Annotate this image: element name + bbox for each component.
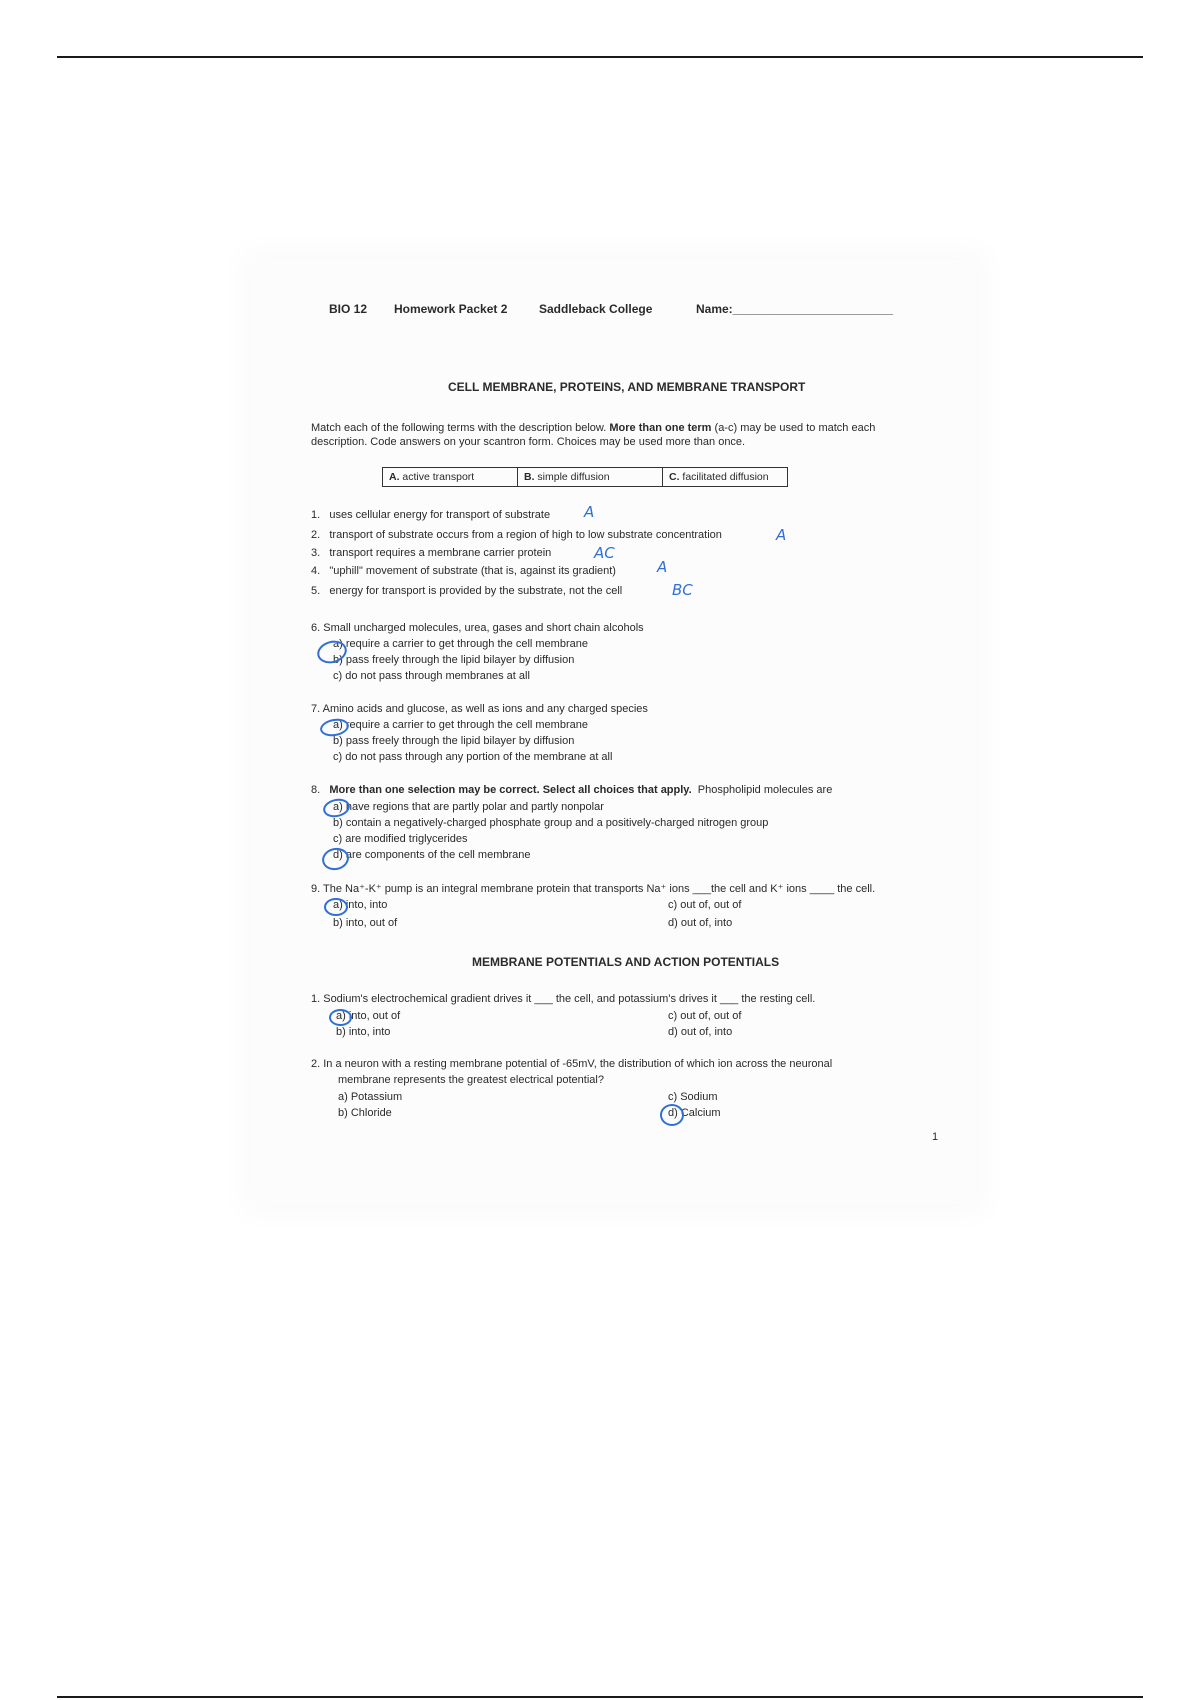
handwritten-answer: A bbox=[584, 503, 595, 521]
q7-option-c: c) do not pass through any portion of the membrane at all bbox=[333, 751, 613, 763]
course-label: BIO 12 bbox=[329, 302, 368, 316]
s2-q2-option-b: b) Chloride bbox=[338, 1107, 392, 1119]
matching-item bbox=[311, 584, 622, 598]
q9-option-d: d) out of, into bbox=[668, 917, 733, 929]
instructions-text-bold: More than one term bbox=[609, 422, 712, 434]
term-a-text: active transport bbox=[402, 471, 475, 483]
q8-stem bbox=[311, 783, 832, 797]
s2-q1-option-d: d) out of, into bbox=[668, 1026, 733, 1038]
term-c-text: facilitated diffusion bbox=[682, 471, 769, 483]
matching-text: "uphill" movement of substrate (that is, against its gradient) bbox=[329, 565, 616, 577]
q6-option-c: c) do not pass through membranes at all bbox=[333, 670, 530, 682]
term-c-cell bbox=[663, 468, 775, 486]
s2-q2-option-d: d) Calcium bbox=[668, 1107, 721, 1119]
s2-q2-stem-line-2: membrane represents the greatest electrical potential? bbox=[338, 1074, 604, 1086]
top-border-line bbox=[57, 56, 1143, 58]
q6-stem: 6. Small uncharged molecules, urea, gases and short chain alcohols bbox=[311, 622, 644, 634]
matching-number: 4. bbox=[311, 565, 321, 577]
instructions-text-c: (a-c) may be used to match each bbox=[714, 422, 876, 434]
matching-item bbox=[311, 546, 551, 560]
answer-circle-s2q2 bbox=[660, 1104, 684, 1126]
name-field-label: Name:________________________ bbox=[696, 302, 893, 316]
s2-q1-option-c: c) out of, out of bbox=[668, 1010, 742, 1022]
term-a-key: A. bbox=[389, 471, 400, 483]
term-b-cell bbox=[518, 468, 663, 486]
matching-number: 5. bbox=[311, 585, 321, 597]
q6-option-b: b) pass freely through the lipid bilayer by diffusion bbox=[333, 654, 575, 666]
s2-q1-stem: 1. Sodium's electrochemical gradient drives it ___ the cell, and potassium's drives it ___ the resting cell. bbox=[311, 993, 816, 1005]
handwritten-answer: BC bbox=[672, 581, 693, 599]
matching-number: 2. bbox=[311, 529, 321, 541]
handwritten-answer: AC bbox=[594, 544, 615, 562]
matching-text: energy for transport is provided by the substrate, not the cell bbox=[329, 585, 623, 597]
packet-label: Homework Packet 2 bbox=[394, 302, 508, 316]
instructions-line-1 bbox=[311, 421, 875, 435]
college-label: Saddleback College bbox=[539, 302, 653, 316]
q7-stem: 7. Amino acids and glucose, as well as ions and any charged species bbox=[311, 703, 648, 715]
q8-option-d: d) are components of the cell membrane bbox=[333, 849, 531, 861]
s2-q1-option-a: a) into, out of bbox=[336, 1010, 401, 1022]
term-c-key: C. bbox=[669, 471, 680, 483]
matching-item bbox=[311, 508, 550, 522]
answer-circle-q9 bbox=[324, 898, 348, 916]
matching-text: uses cellular energy for transport of substrate bbox=[329, 509, 551, 521]
q8-stem-rest: Phospholipid molecules are bbox=[697, 784, 833, 796]
q8-option-b: b) contain a negatively-charged phosphate group and a positively-charged nitrogen group bbox=[333, 817, 769, 829]
term-a-cell bbox=[383, 468, 518, 486]
q7-option-b: b) pass freely through the lipid bilayer by diffusion bbox=[333, 735, 575, 747]
q8-option-c: c) are modified triglycerides bbox=[333, 833, 468, 845]
answer-circle-s2q1 bbox=[329, 1009, 352, 1026]
page-number: 1 bbox=[932, 1131, 939, 1143]
s2-q2-option-c: c) Sodium bbox=[668, 1091, 718, 1103]
section-title-potentials: MEMBRANE POTENTIALS AND ACTION POTENTIALS bbox=[472, 955, 780, 969]
matching-text: transport requires a membrane carrier protein bbox=[329, 547, 552, 559]
section-title-transport: CELL MEMBRANE, PROTEINS, AND MEMBRANE TRANSPORT bbox=[448, 380, 806, 394]
terms-table bbox=[382, 467, 788, 487]
q8-number: 8. bbox=[311, 784, 321, 796]
q7-option-a: a) require a carrier to get through the cell membrane bbox=[333, 719, 588, 731]
bottom-border-line bbox=[57, 1696, 1143, 1698]
handwritten-answer: A bbox=[657, 558, 668, 576]
q9-stem: 9. The Na⁺-K⁺ pump is an integral membrane protein that transports Na⁺ ions ___the cell and K⁺ ions ____ the cell. bbox=[311, 883, 876, 895]
q8-option-a: a) have regions that are partly polar and partly nonpolar bbox=[333, 801, 604, 813]
term-b-key: B. bbox=[524, 471, 535, 483]
q8-stem-bold: More than one selection may be correct. Select all choices that apply. bbox=[329, 784, 692, 796]
term-b-text: simple diffusion bbox=[537, 471, 610, 483]
instructions-line-2: description. Code answers on your scantron form. Choices may be used more than once. bbox=[311, 436, 746, 448]
matching-text: transport of substrate occurs from a region of high to low substrate concentration bbox=[329, 529, 722, 541]
q6-option-a: a) require a carrier to get through the cell membrane bbox=[333, 638, 588, 650]
matching-item bbox=[311, 528, 722, 542]
q9-option-b: b) into, out of bbox=[333, 917, 398, 929]
s2-q1-option-b: b) into, into bbox=[336, 1026, 391, 1038]
q9-option-a: a) into, into bbox=[333, 899, 388, 911]
q9-option-c: c) out of, out of bbox=[668, 899, 742, 911]
matching-number: 1. bbox=[311, 509, 321, 521]
s2-q2-option-a: a) Potassium bbox=[338, 1091, 403, 1103]
instructions-text-a: Match each of the following terms with the description below. bbox=[311, 422, 607, 434]
s2-q2-stem-line-1: 2. In a neuron with a resting membrane potential of -65mV, the distribution of which ion across the neuronal bbox=[311, 1058, 833, 1070]
matching-item bbox=[311, 564, 616, 578]
handwritten-answer: A bbox=[776, 526, 787, 544]
matching-number: 3. bbox=[311, 547, 321, 559]
